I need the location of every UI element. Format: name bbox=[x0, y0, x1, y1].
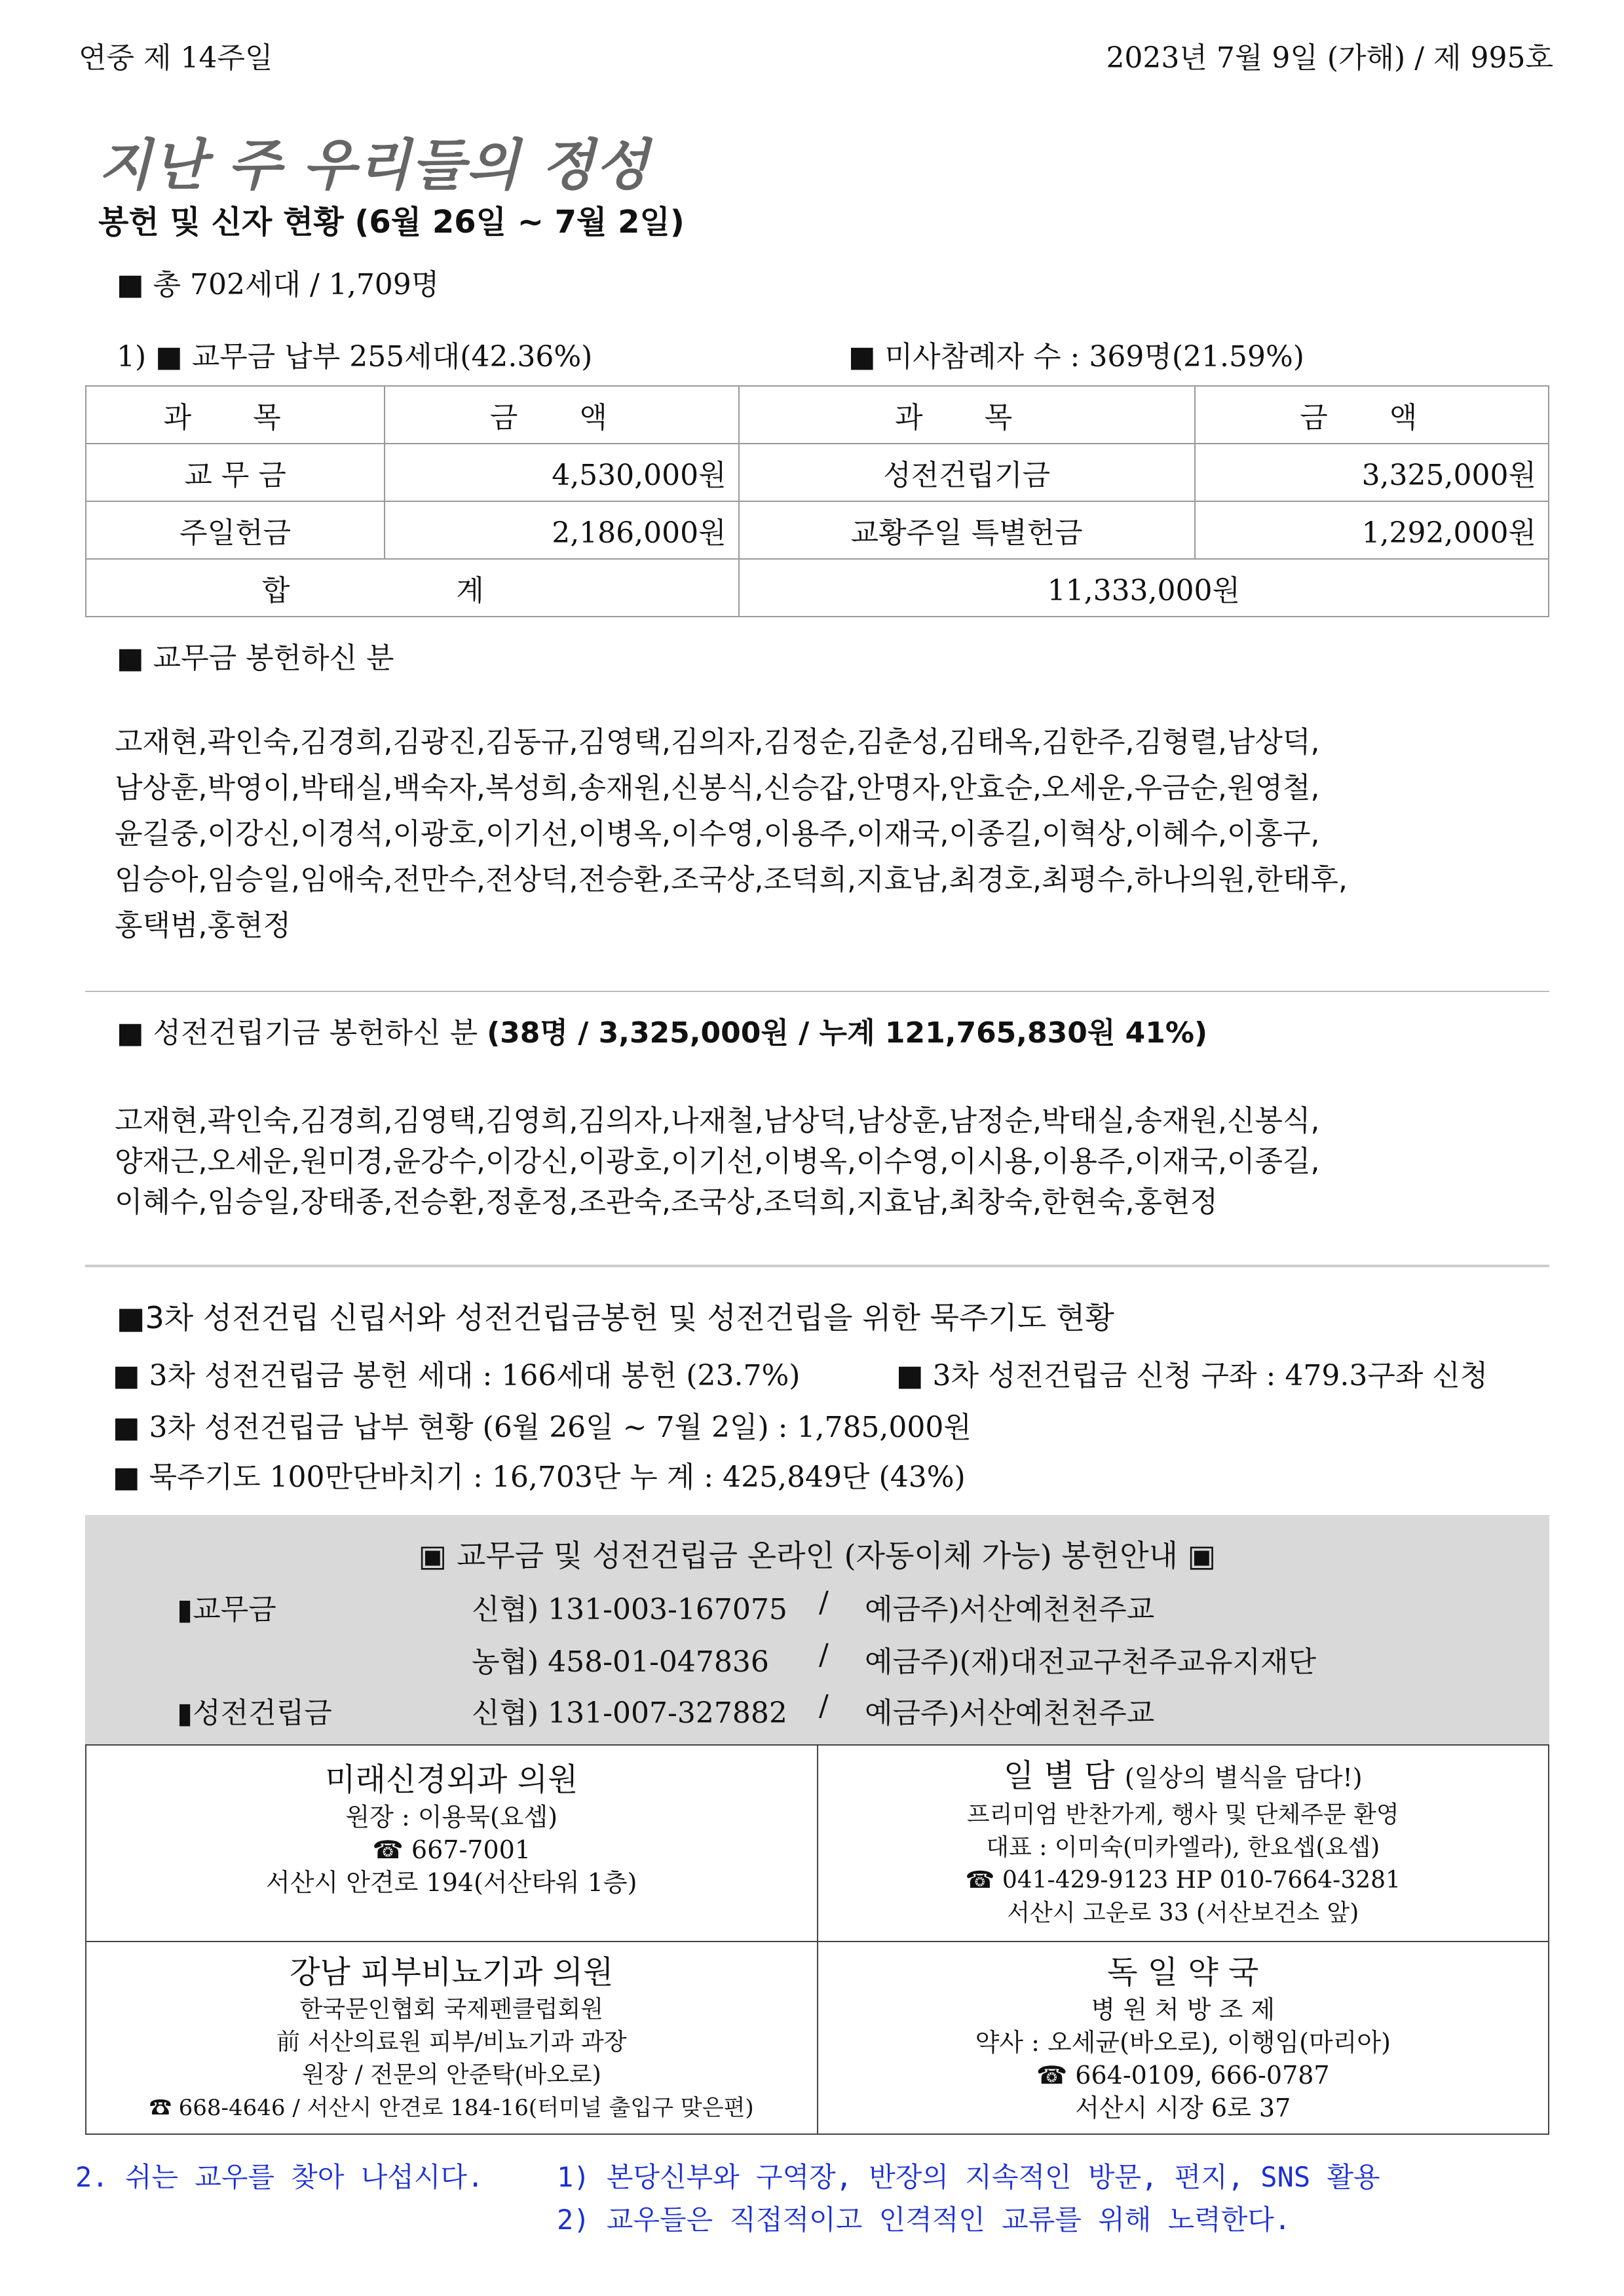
tithe-paid-summary: 1) ■ 교무금 납부 255세대(42.36%) bbox=[117, 340, 593, 373]
building-heading-prefix: ■ 성전건립기금 봉헌하신 분 bbox=[117, 1016, 487, 1050]
ads-table bbox=[85, 1744, 1549, 2135]
list-item: 홍택범,홍현정 bbox=[115, 909, 292, 942]
account-holder: 예금주)서산예천천주교 bbox=[865, 1593, 1155, 1626]
table-total-row bbox=[86, 559, 1549, 617]
footer-action-2: 2) 교우들은 직접적이고 인격적인 교류를 위해 노력한다. bbox=[557, 2204, 1291, 2236]
offering-table bbox=[85, 385, 1549, 617]
rosary-status: ■ 묵주기도 100만단바치기 : 16,703단 누 계 : 425,849단 (43%) bbox=[113, 1461, 966, 1494]
ad-phone: ☎ 667-7001 bbox=[372, 1835, 531, 1864]
cell-item: 교 무 금 bbox=[86, 444, 385, 501]
list-item: 임승아,임승일,임애숙,전만수,전상덕,전승환,조국상,조덕희,지효남,최경호,최평수,하나의원,한태후, bbox=[115, 863, 1348, 896]
header-item: 과 목 bbox=[739, 386, 1195, 444]
header-amount: 금 액 bbox=[385, 386, 738, 444]
cell-amount: 1,292,000원 bbox=[1195, 501, 1549, 559]
ad-title: 미래신경외과 의원 bbox=[325, 1761, 578, 1798]
footer-campaign: 2. 쉬는 교우를 찾아 나섭시다. bbox=[75, 2161, 484, 2193]
ad-clinic-derm bbox=[86, 1942, 818, 2134]
list-item: 이혜수,임승일,장태종,전승환,정훈정,조관숙,조국상,조덕희,지효남,최창숙,한현숙,홍현정 bbox=[115, 1185, 1218, 1219]
account-holder: 예금주)서산예천천주교 bbox=[865, 1696, 1155, 1730]
ads-row bbox=[86, 1942, 1549, 2134]
cell-amount: 3,325,000원 bbox=[1195, 444, 1549, 501]
ad-address: ☎ 668-4646 / 서산시 안견로 184-16(터미널 출입구 맞은편) bbox=[149, 2095, 754, 2121]
total-value: 11,333,000원 bbox=[739, 559, 1549, 617]
ad-title: 독 일 약 국 bbox=[1107, 1954, 1259, 1991]
header-date-issue: 2023년 7월 9일 (가해) / 제 995호 bbox=[1106, 41, 1553, 75]
building-donors-list bbox=[115, 1101, 1569, 1223]
divider bbox=[85, 991, 1549, 992]
account-holder: 예금주)(재)대전교구천주교유지재단 bbox=[865, 1645, 1317, 1679]
page-title: 지난 주 우리들의 정성 bbox=[98, 133, 651, 197]
ad-phone: ☎ 664-0109, 666-0787 bbox=[1036, 2061, 1330, 2090]
account-number: 신협) 131-003-167075 bbox=[472, 1593, 787, 1626]
ad-clinic-neuro bbox=[86, 1745, 818, 1942]
online-notice-heading: ▣ 교무금 및 성전건립금 온라인 (자동이체 가능) 봉헌안내 ▣ bbox=[418, 1538, 1217, 1573]
tithe-donors-list bbox=[115, 719, 1569, 949]
page-subtitle: 봉헌 및 신자 현황 (6월 26일 ~ 7월 2일) bbox=[98, 204, 685, 240]
header-amount: 금 액 bbox=[1195, 386, 1549, 444]
table-row bbox=[86, 444, 1549, 501]
ad-line: 원장 : 이용묵(요셉) bbox=[345, 1803, 558, 1831]
header-week: 연중 제 14주일 bbox=[79, 41, 273, 75]
ad-line: 약사 : 오세균(바오로), 이행임(마리아) bbox=[975, 2028, 1391, 2057]
ads-row bbox=[86, 1745, 1549, 1942]
tithe-donors-heading: ■ 교무금 봉헌하신 분 bbox=[117, 641, 394, 675]
ad-address: 서산시 시장 6로 37 bbox=[1075, 2094, 1291, 2122]
ad-line: 프리미엄 반찬가게, 행사 및 단체주문 환영 bbox=[966, 1801, 1399, 1828]
mass-attendance-summary: ■ 미사참례자 수 : 369명(21.59%) bbox=[848, 340, 1304, 373]
cell-amount: 2,186,000원 bbox=[385, 501, 738, 559]
account-label: ▮교무금 bbox=[177, 1593, 276, 1626]
ad-side-dish-shop bbox=[818, 1745, 1549, 1942]
account-separator: / bbox=[819, 1586, 829, 1619]
divider bbox=[85, 1265, 1549, 1267]
account-number: 농협) 458-01-047836 bbox=[472, 1645, 769, 1679]
ad-pharmacy bbox=[818, 1942, 1549, 2134]
ad-title: 일 별 담 bbox=[1003, 1757, 1115, 1794]
third-building-heading: ■3차 성전건립 신립서와 성전건립금봉헌 및 성전건립을 위한 묵주기도 현황 bbox=[117, 1300, 1114, 1335]
ad-line: 한국문인협회 국제펜클럽회원 bbox=[299, 1996, 604, 2023]
total-label: 합 계 bbox=[86, 559, 739, 617]
account-label: ▮성전건립금 bbox=[177, 1696, 332, 1730]
table-header-row bbox=[86, 386, 1549, 444]
ad-title: 강남 피부비뇨기과 의원 bbox=[290, 1954, 614, 1991]
footer-action-1: 1) 본당신부와 구역장, 반장의 지속적인 방문, 편지, SNS 활용 bbox=[557, 2161, 1380, 2193]
list-item: 양재근,오세운,원미경,윤강수,이강신,이광호,이기선,이병옥,이수영,이시용,이용주,이재국,이종길, bbox=[115, 1145, 1320, 1178]
ad-line: 병 원 처 방 조 제 bbox=[1091, 1995, 1275, 2024]
account-number: 신협) 131-007-327882 bbox=[472, 1696, 787, 1730]
list-item: 고재현,곽인숙,김경희,김영택,김영희,김의자,나재철,남상덕,남상훈,남정순,박태실,송재원,신봉식, bbox=[115, 1104, 1320, 1138]
ad-phone: ☎ 041-429-9123 HP 010-7664-3281 bbox=[965, 1867, 1401, 1894]
account-separator: / bbox=[819, 1689, 829, 1723]
building-donors-heading bbox=[117, 1009, 1207, 1051]
ad-address: 서산시 고운로 33 (서산보건소 앞) bbox=[1007, 1900, 1359, 1926]
list-item: 남상훈,박영이,박태실,백숙자,복성희,송재원,신봉식,신승갑,안명자,안효순,오세운,우금순,원영철, bbox=[115, 771, 1320, 805]
list-item: 윤길중,이강신,이경석,이광호,이기선,이병옥,이수영,이용주,이재국,이종길,이혁상,이혜수,이홍구, bbox=[115, 817, 1320, 851]
third-building-households: ■ 3차 성전건립금 봉헌 세대 : 166세대 봉헌 (23.7%) bbox=[113, 1359, 801, 1392]
account-separator: / bbox=[819, 1638, 829, 1672]
building-heading-detail: (38명 / 3,325,000원 / 누계 121,765,830원 41%) bbox=[487, 1016, 1208, 1050]
ad-title-wrap bbox=[825, 1755, 1542, 1799]
cell-item: 주일헌금 bbox=[86, 501, 385, 559]
total-households: ■ 총 702세대 / 1,709명 bbox=[117, 268, 440, 301]
table-row bbox=[86, 501, 1549, 559]
ad-title-sub: (일상의 별식을 담다!) bbox=[1124, 1763, 1363, 1792]
third-building-pledges: ■ 3차 성전건립금 신청 구좌 : 479.3구좌 신청 bbox=[896, 1359, 1488, 1392]
ad-line: 원장 / 전문의 안준탁(바오로) bbox=[301, 2061, 601, 2088]
header-item: 과 목 bbox=[86, 386, 385, 444]
ad-line: 대표 : 이미숙(미카엘라), 한요셉(요셉) bbox=[986, 1834, 1380, 1861]
third-building-payment: ■ 3차 성전건립금 납부 현황 (6월 26일 ~ 7월 2일) : 1,785,000원 bbox=[113, 1411, 972, 1444]
ad-line: 前 서산의료원 피부/비뇨기과 과장 bbox=[276, 2029, 627, 2056]
list-item: 고재현,곽인숙,김경희,김광진,김동규,김영택,김의자,김정순,김춘성,김태옥,김한주,김형렬,남상덕, bbox=[115, 725, 1320, 759]
ad-address: 서산시 안견로 194(서산타워 1층) bbox=[266, 1868, 637, 1897]
cell-item: 교황주일 특별헌금 bbox=[739, 501, 1195, 559]
cell-amount: 4,530,000원 bbox=[385, 444, 738, 501]
cell-item: 성전건립기금 bbox=[739, 444, 1195, 501]
